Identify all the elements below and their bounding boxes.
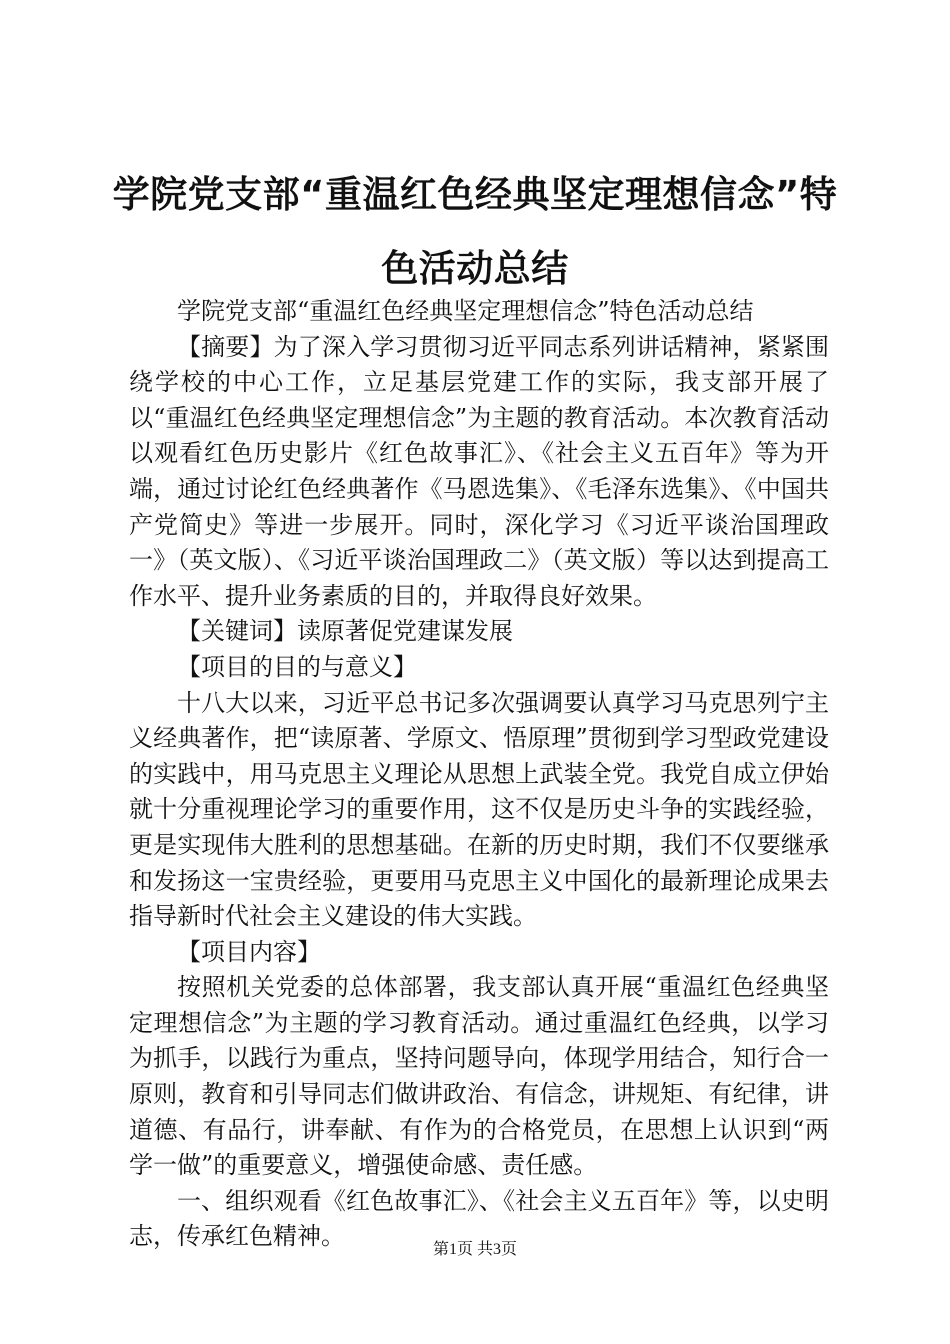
document-title: 学院党支部“重温红色经典坚定理想信念”特色活动总结 [112,173,838,290]
document-body [129,294,829,1255]
abstract-paragraph: 【摘要】为了深入学习贯彻习近平同志系列讲话精神，紧紧围绕学校的中心工作，立足基层党建工作的实际，我支部开展了以“重温红色经典坚定理想信念”为主题的教育活动。本次教育活动以观看红色历史影片《红色故事汇》、《社会主义五百年》等为开端，通过讨论红色经典著作《马恩选集》、《毛泽东选集》、《中国共产党简史》等进一步展开。同时，深化学习《习近平谈治国理政一》（英文版）、《习近平谈治国理政二》（英文版）等以达到提高工作水平、提升业务素质的目的，并取得良好效果。 [129,332,829,610]
content-paragraph: 按照机关党委的总体部署，我支部认真开展“重温红色经典坚定理想信念”为主题的学习教育活动。通过重温红色经典，以学习为抓手，以践行为重点，坚持问题导向，体现学用结合，知行合一原则，教育和引导同志们做讲政治、有信念，讲规矩、有纪律，讲道德、有品行，讲奉献、有作为的合格党员，在思想上认识到“两学一做”的重要意义，增强使命感、责任感。 [129,973,829,1180]
page-footer: 第1页 共3页 [432,1241,517,1258]
subtitle-paragraph: 学院党支部“重温红色经典坚定理想信念”特色活动总结 [177,297,754,325]
section-heading-purpose: 【项目的目的与意义】 [177,652,417,681]
section-heading-content: 【项目内容】 [177,937,321,966]
keywords-paragraph: 【关键词】读原著促党建谋发展 [177,617,513,646]
purpose-paragraph: 十八大以来，习近平总书记多次强调要认真学习马克思列宁主义经典著作，把“读原著、学原文、悟原理”贯彻到学习型政党建设的实践中，用马克思主义理论从思想上武装全党。我党自成立伊始就十分重视理论学习的重要作用，这不仅是历史斗争的实践经验，更是实现伟大胜利的思想基础。在新的历史时期，我们不仅要继承和发扬这一宝贵经验，更要用马克思主义中国化的最新理论成果去指导新时代社会主义建设的伟大实践。 [129,688,829,931]
item-one-paragraph: 一、组织观看《红色故事汇》、《社会主义五百年》等，以史明志，传承红色精神。 [129,1186,829,1251]
